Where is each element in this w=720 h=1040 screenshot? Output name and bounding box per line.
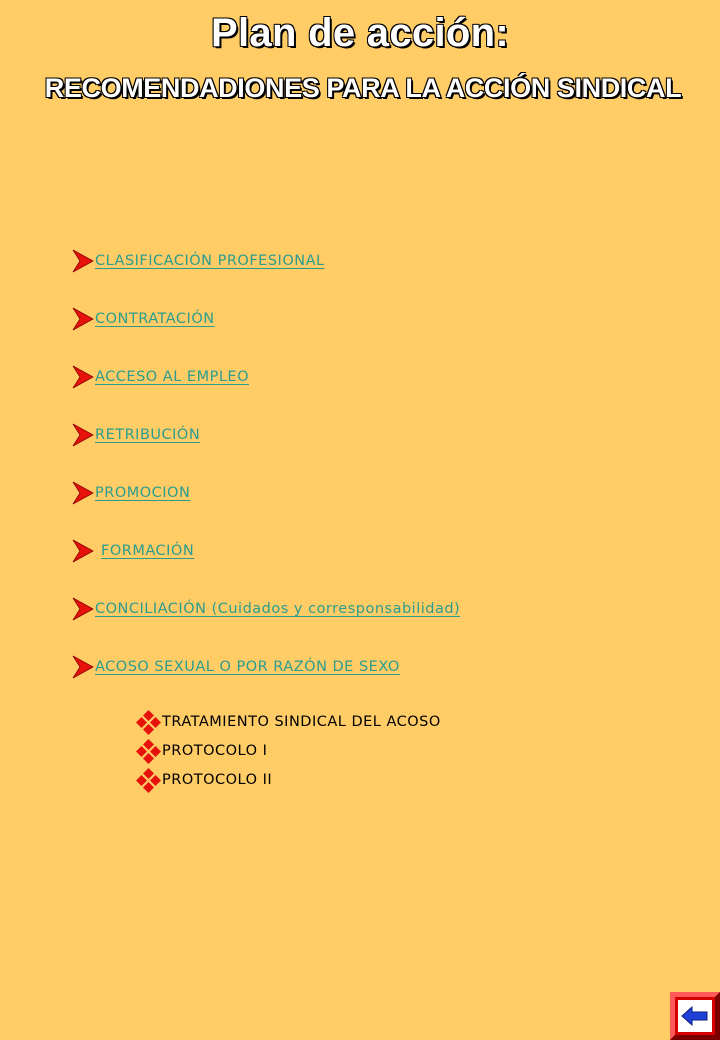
diamond-bullet-icon <box>135 709 162 736</box>
arrow-bullet-icon <box>72 364 94 390</box>
submenu-label: PROTOCOLO II <box>162 772 273 788</box>
link-acceso-al-empleo[interactable]: ACCESO AL EMPLEO <box>95 369 249 385</box>
submenu-label: PROTOCOLO I <box>162 743 268 759</box>
menu-item-conciliacion <box>72 596 460 654</box>
acoso-submenu <box>135 709 441 796</box>
menu-item-formacion <box>72 538 460 596</box>
menu-item-contratacion <box>72 306 460 364</box>
link-promocion[interactable]: PROMOCION <box>95 485 191 501</box>
link-clasificacion-profesional[interactable]: CLASIFICACIÓN PROFESIONAL <box>95 253 325 269</box>
submenu-item-tratamiento[interactable] <box>135 709 441 738</box>
diamond-bullet-icon <box>135 738 162 765</box>
menu-item-clasificacion <box>72 248 460 306</box>
action-plan-menu <box>72 248 460 712</box>
submenu-item-protocolo-1[interactable] <box>135 738 441 767</box>
page-title: Plan de acción: <box>211 11 509 55</box>
arrow-bullet-icon <box>72 248 94 274</box>
back-button[interactable] <box>670 992 720 1040</box>
submenu-item-protocolo-2[interactable] <box>135 767 441 796</box>
menu-item-retribucion <box>72 422 460 480</box>
submenu-label: TRATAMIENTO SINDICAL DEL ACOSO <box>162 714 441 730</box>
diamond-bullet-icon <box>135 767 162 794</box>
menu-item-acceso-empleo <box>72 364 460 422</box>
link-conciliacion[interactable]: CONCILIACIÓN (Cuidados y corresponsabilidad) <box>95 601 461 617</box>
link-contratacion[interactable]: CONTRATACIÓN <box>95 311 215 327</box>
arrow-bullet-icon <box>72 596 94 622</box>
menu-item-promocion <box>72 480 460 538</box>
arrow-bullet-icon <box>72 654 94 680</box>
link-retribucion[interactable]: RETRIBUCIÓN <box>95 427 201 443</box>
arrow-bullet-icon <box>72 480 94 506</box>
arrow-bullet-icon <box>72 422 94 448</box>
menu-item-acoso <box>72 654 460 712</box>
arrow-bullet-icon <box>72 538 94 564</box>
page-subtitle: RECOMENDADIONES PARA LA ACCIÓN SINDICAL <box>44 73 682 103</box>
link-formacion[interactable]: FORMACIÓN <box>101 543 195 559</box>
link-acoso-sexual[interactable]: ACOSO SEXUAL O POR RAZÓN DE SEXO <box>95 659 400 675</box>
arrow-bullet-icon <box>72 306 94 332</box>
